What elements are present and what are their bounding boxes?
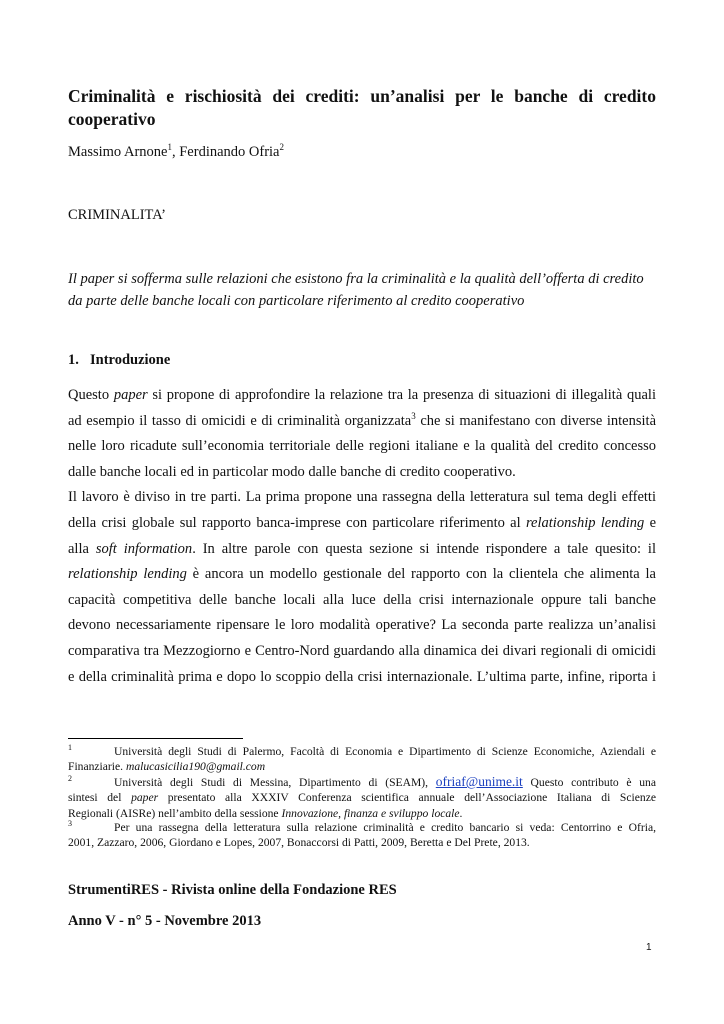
body-line: dalle banche locali ed in particolar modo dalle banche di credito cooperativo. bbox=[68, 463, 516, 480]
paper-title bbox=[68, 85, 656, 131]
introduction-text bbox=[68, 383, 656, 690]
body-line: alla soft information. In altre parole con questa sezione si intende rispondere a tale quesito: il bbox=[68, 540, 656, 557]
authors bbox=[68, 144, 284, 161]
footnote-2: 2 Università degli Studi di Messina, Dipartimento di (SEAM), ofriaf@unime.it Questo contributo è una sintesi del paper presentato alla XXXIV Conferenza scientifica annuale dell’Associazione Italiana di Scienze Regionali (AISRe) nell’ambito della sessione Innovazione, finanza e sviluppo locale. bbox=[68, 774, 656, 820]
body-line: relationship lending è ancora un modello gestionale del rapporto con la clientela che alimenta la bbox=[68, 566, 656, 583]
title-line-1: Criminalità e rischiosità dei crediti: un’analisi per le banche di credito bbox=[68, 86, 656, 106]
journal-issue: Anno V - n° 5 - Novembre 2013 bbox=[68, 913, 262, 929]
body-line: e della criminalità prima e dopo lo scoppio della crisi internazionale. L’ultima parte, infine, riporta i bbox=[68, 668, 656, 685]
body-line: Il lavoro è diviso in tre parti. La prima propone una rassegna della letteratura sul tema degli effetti bbox=[68, 489, 656, 506]
journal-name: StrumentiRES - Rivista online della Fondazione RES bbox=[68, 882, 397, 898]
footnote-mark-3[interactable]: 3 bbox=[411, 410, 416, 421]
title-line-2: cooperativo bbox=[68, 109, 156, 129]
author-2-footnote-mark[interactable]: 2 bbox=[279, 142, 284, 153]
email-1: malucasicilia190@gmail.com bbox=[125, 760, 266, 774]
author-1-footnote-mark[interactable]: 1 bbox=[167, 142, 172, 153]
body-line: nelle loro ricadute sull’economia territoriale delle regioni italiane e la qualità del credito concesso bbox=[68, 438, 656, 455]
footnote-3: 3 Per una rassegna della letteratura sulla relazione criminalità e credito bancario si veda: Centorrino e Ofria, 2001, Zazzaro, 2006, Giordano e Lopes, 2007, Bonaccorsi di Patti, 2009, Beretta e Del Prete, 2013. bbox=[68, 820, 656, 850]
section-number: 1. bbox=[68, 352, 79, 368]
section-heading bbox=[68, 352, 170, 369]
body-line: ad esempio il tasso di omicidi e di criminalità organizzata$^3$ che si manifestano con diverse intensità bbox=[68, 410, 656, 429]
footnote-divider bbox=[68, 738, 243, 739]
email-link[interactable]: ofriaf@unime.it bbox=[435, 774, 523, 789]
body-line: capacità competitiva delle banche locali alla luce della crisi internazionale oppure tali banche bbox=[68, 591, 656, 608]
body-line: devono necessariamente ripensare le loro modalità operative? La seconda parte realizza un’analisi bbox=[68, 617, 656, 634]
body-line: della crisi globale sul rapporto banca-imprese con particolare riferimento al relationship lending e bbox=[68, 514, 656, 531]
author-1: Massimo Arnone bbox=[68, 144, 168, 160]
author-separator: , bbox=[171, 144, 180, 160]
author-2: Ferdinando Ofria bbox=[179, 144, 280, 160]
page-number: 1 bbox=[646, 942, 652, 953]
abstract: Il paper si sofferma sulle relazioni che esistono fra la criminalità e la qualità dell’offerta di credito da parte delle banche locali con particolare riferimento al credito cooperativo bbox=[68, 271, 644, 309]
footnote-1: 1 Università degli Studi di Palermo, Facoltà di Economia e Dipartimento di Scienze Economiche, Aziendali e Finanziarie. malucasicilia190@gmail.com bbox=[68, 744, 656, 774]
body-line: comparativa tra Mezzogiorno e Centro-Nord guardando alla dinamica dei divari regionali di omicidi bbox=[68, 642, 656, 659]
body-line: Questo paper si propone di approfondire la relazione tra la presenza di situazioni di illegalità quali bbox=[68, 387, 656, 403]
keyword: CRIMINALITA’ bbox=[68, 207, 166, 223]
section-title: Introduzione bbox=[90, 352, 171, 368]
